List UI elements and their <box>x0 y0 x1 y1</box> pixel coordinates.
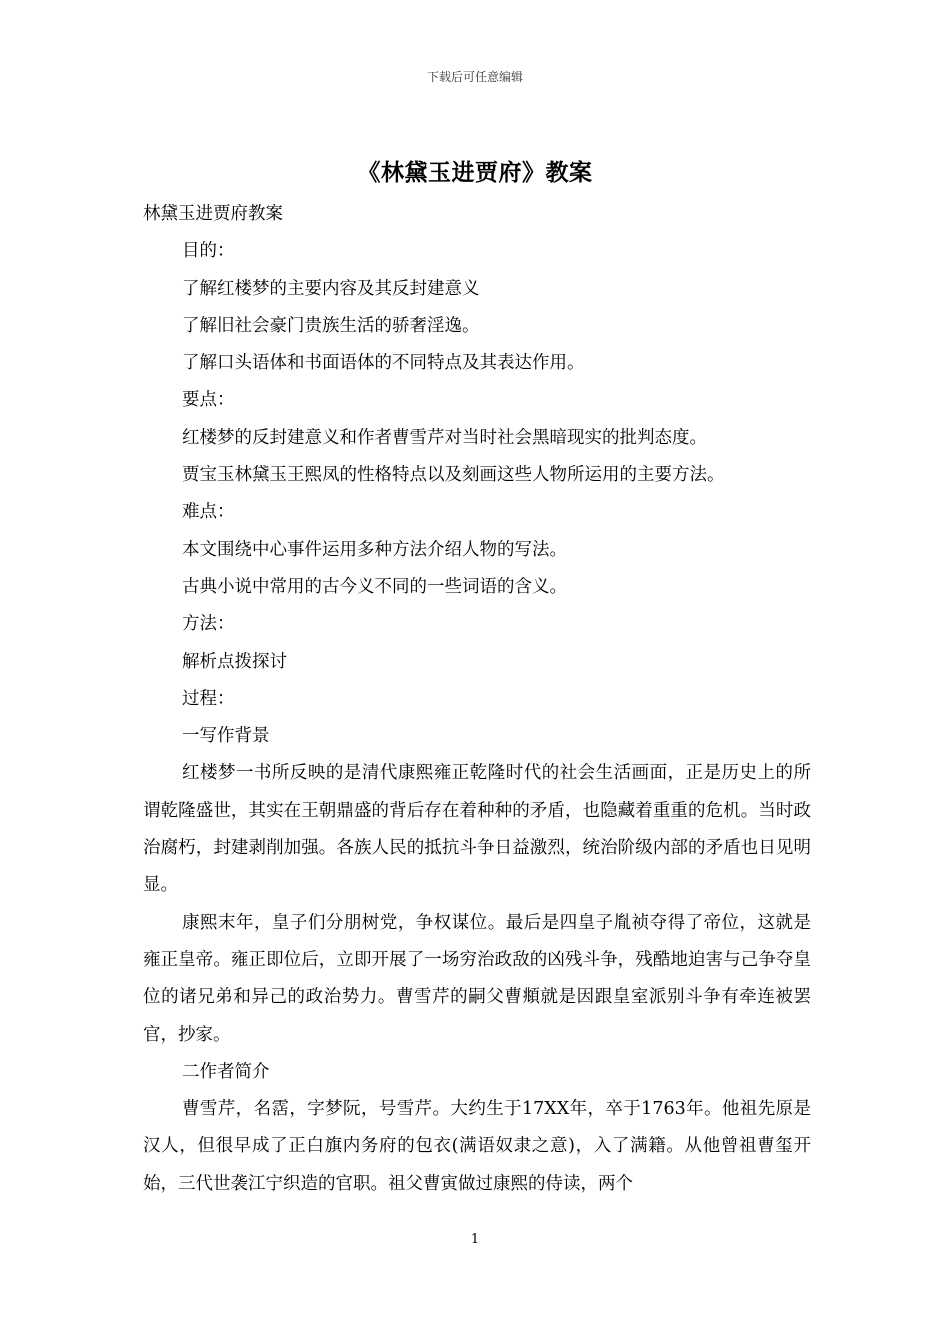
key-point-item: 红楼梦的反封建意义和作者曹雪芹对当时社会黑暗现实的批判态度。 <box>182 427 707 448</box>
document-title: 《林黛玉进贾府》教案 <box>357 159 593 186</box>
heading-objectives: 目的： <box>182 241 235 262</box>
objective-item: 了解旧社会豪门贵族生活的骄奢淫逸。 <box>182 315 480 336</box>
paragraph-background-2: 康熙末年，皇子们分朋树党，争权谋位。最后是四皇子胤祯夺得了帝位，这就是雍正皇帝。雍正即位后，立即开展了一场穷治政敌的凶残斗争，残酷地迫害与己争夺皇位的诸兄弟和异己的政治势力。曹雪芹的嗣父曹頫就是因跟皇室派别斗争有牵连被罢官，抄家。 <box>143 912 811 1045</box>
heading-methods: 方法： <box>182 614 235 635</box>
heading-difficulties: 难点： <box>182 502 235 523</box>
objective-item: 了解红楼梦的主要内容及其反封建意义 <box>182 278 480 299</box>
heading-process: 过程： <box>182 688 235 709</box>
heading-key-points: 要点： <box>182 390 235 411</box>
paragraph-author: 曹雪芹，名霑，字梦阮，号雪芹。大约生于17XX年，卒于1763年。他祖先原是汉人，但很早成了正白旗内务府的包衣(满语奴隶之意)，入了满籍。从他曾祖曹玺开始，三代世袭江宁织造的官职。祖父曹寅做过康熙的侍读，两个 <box>143 1099 811 1194</box>
section-heading-author: 二作者简介 <box>182 1061 270 1082</box>
difficulty-item: 古典小说中常用的古今义不同的一些词语的含义。 <box>182 576 567 597</box>
key-point-item: 贾宝玉林黛玉王熙凤的性格特点以及刻画这些人物所运用的主要方法。 <box>182 465 725 486</box>
header-note: 下载后可任意编辑 <box>426 70 523 84</box>
difficulty-item: 本文围绕中心事件运用多种方法介绍人物的写法。 <box>182 539 567 560</box>
subtitle: 林黛玉进贾府教案 <box>143 204 283 224</box>
paragraph-background-1: 红楼梦一书所反映的是清代康熙雍正乾隆时代的社会生活画面，正是历史上的所谓乾隆盛世，其实在王朝鼎盛的背后存在着种种的矛盾，也隐藏着重重的危机。当时政治腐朽，封建剥削加强。各族人民的抵抗斗争日益激烈，统治阶级内部的矛盾也日见明显。 <box>143 763 811 896</box>
objective-item: 了解口头语体和书面语体的不同特点及其表达作用。 <box>182 353 585 374</box>
page-number: 1 <box>470 1232 480 1247</box>
document-body <box>143 196 811 1203</box>
method-item: 解析点拨探讨 <box>182 651 287 672</box>
section-heading-background: 一写作背景 <box>182 726 270 747</box>
